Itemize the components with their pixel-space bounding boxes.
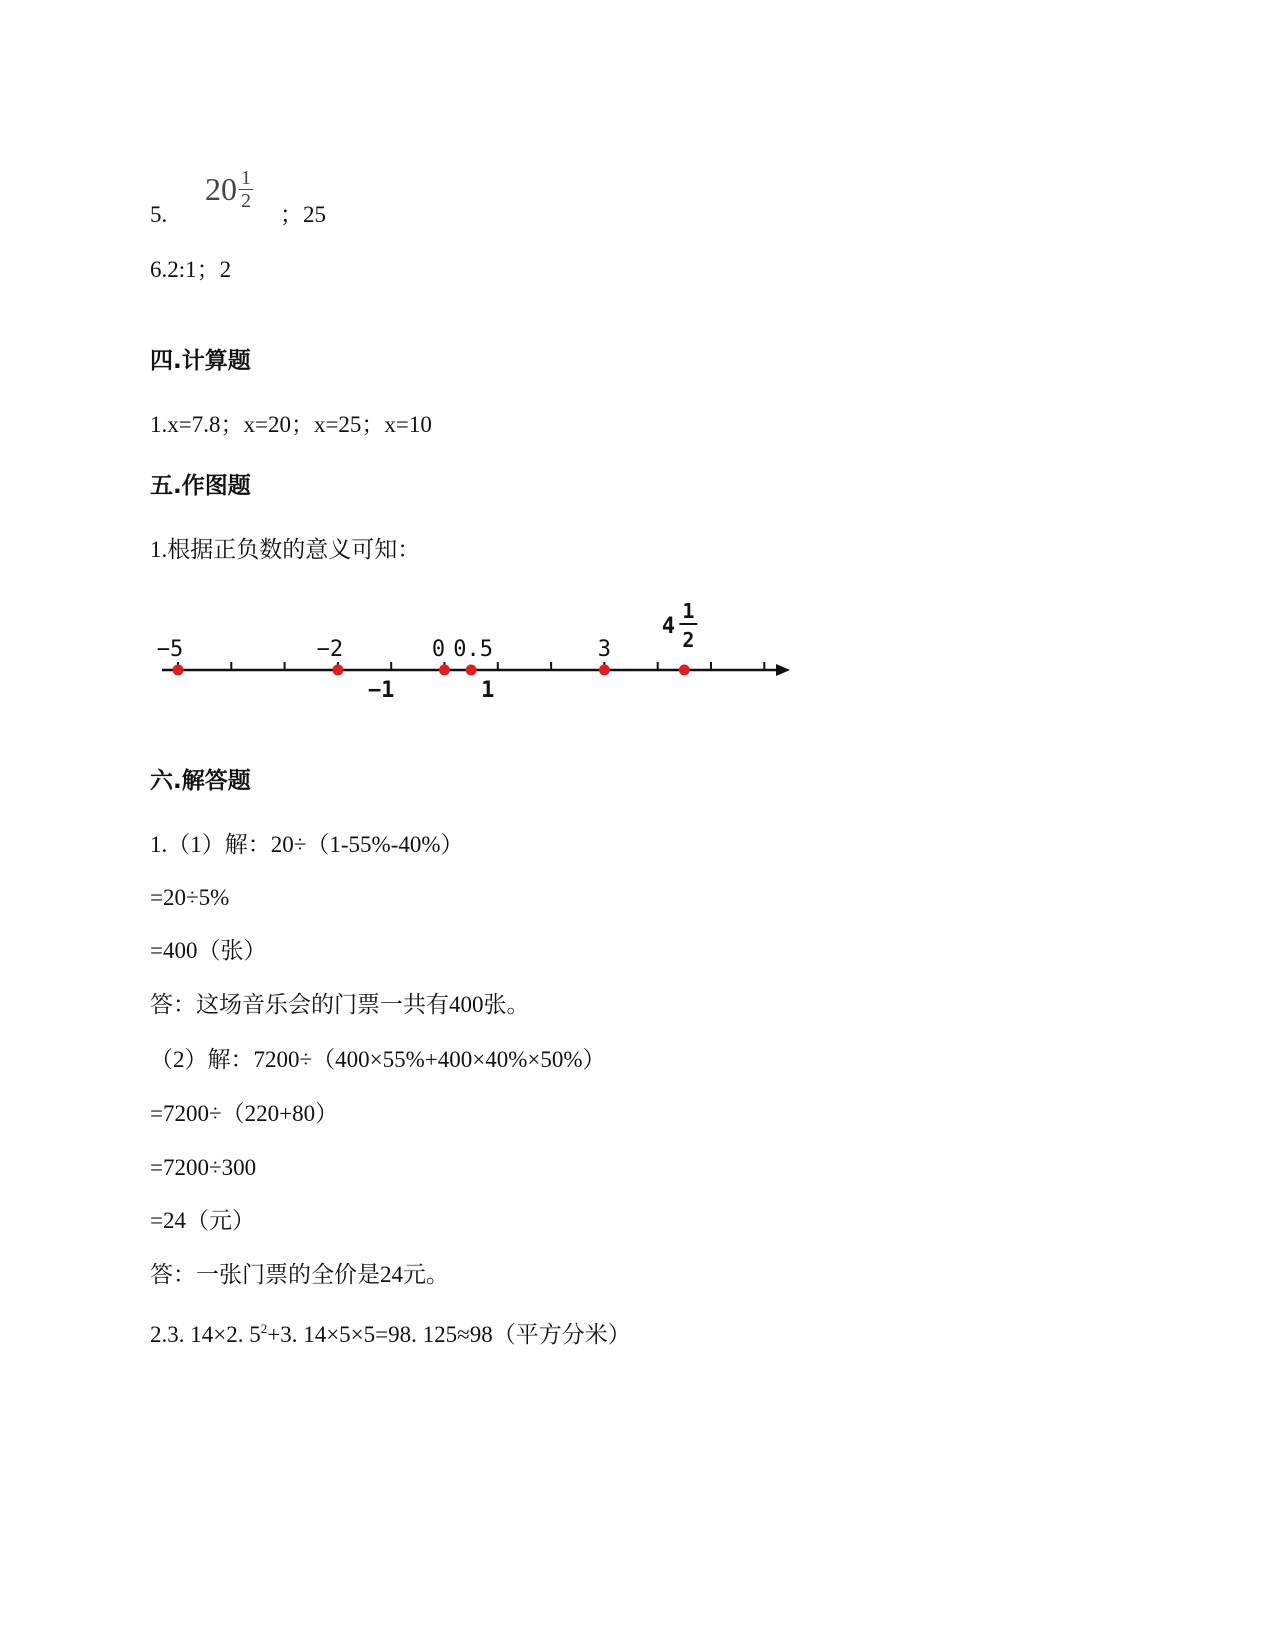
- point-marker: [173, 665, 184, 676]
- section6-line: 答：一张门票的全价是24元。: [150, 1262, 449, 1287]
- section6-q2: 2.3. 14×2. $5^2+3$. 14×5×5=98. 125≈98（平方分米）: [150, 1321, 631, 1347]
- label-above: −2: [316, 637, 344, 662]
- point-marker: [332, 665, 343, 676]
- mixed-denominator: 2: [682, 628, 695, 652]
- label-below: −1: [367, 678, 395, 703]
- section6-line: 1.（1）解：20÷（1-55%-40%）: [150, 832, 464, 857]
- point-marker: [599, 665, 610, 676]
- q5-rest: ；25: [280, 202, 326, 227]
- label-above: −5: [156, 637, 184, 662]
- section6-line: =24（元）: [150, 1208, 255, 1233]
- fraction-whole: 20: [205, 171, 237, 207]
- section5-title: 五.作图题: [150, 473, 251, 499]
- label-above: 0: [431, 637, 446, 662]
- fraction-denominator: 2: [241, 190, 251, 212]
- section6-line: =7200÷（220+80）: [150, 1101, 339, 1126]
- fraction-numerator: 1: [241, 167, 251, 189]
- section6-title: 六.解答题: [150, 768, 251, 794]
- label-below: 1: [481, 678, 495, 703]
- section6-line: （2）解：7200÷（400×55%+400×40%×50%）: [150, 1047, 606, 1072]
- mixed-fraction: [205, 168, 253, 211]
- point-marker: [466, 665, 477, 676]
- point-marker: [679, 665, 690, 676]
- mixed-numerator: 1: [682, 600, 695, 623]
- section4-title: 四.计算题: [150, 348, 251, 374]
- number-line: [150, 600, 970, 730]
- label-above: 0.5: [453, 637, 494, 662]
- section6-line: =7200÷300: [150, 1155, 257, 1180]
- mixed-whole: 4: [661, 614, 675, 639]
- section5-intro: 1.根据正负数的意义可知：: [150, 537, 421, 562]
- section6-line: 答：这场音乐会的门票一共有400张。: [150, 992, 530, 1017]
- label-above: 3: [597, 637, 612, 662]
- point-marker: [439, 665, 450, 676]
- section6-line: =400（张）: [150, 938, 267, 963]
- arrow-icon: [776, 664, 790, 676]
- q5-number: 5.: [150, 202, 168, 227]
- q6-answer: 6.2:1；2: [150, 257, 232, 282]
- section4-answer: 1.x=7.8；x=20；x=25；x=10: [150, 412, 432, 437]
- section6-line: =20÷5%: [150, 885, 230, 910]
